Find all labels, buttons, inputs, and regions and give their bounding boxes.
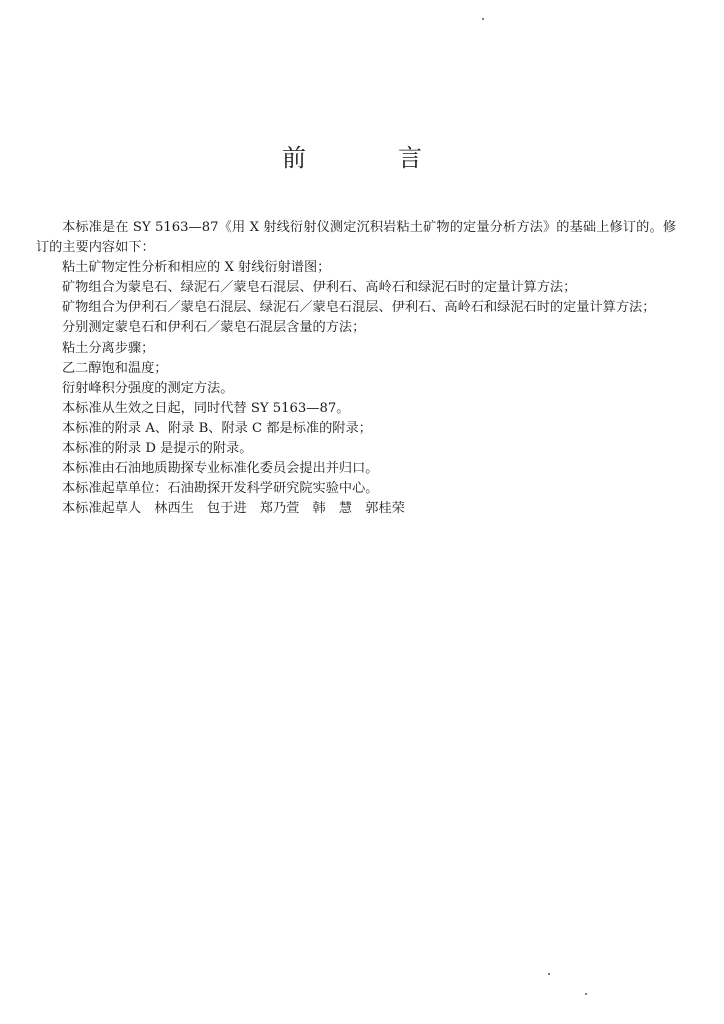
paragraph-annex-informative: 本标准的附录 D 是提示的附录。: [62, 441, 253, 457]
paragraph-proposer: 本标准由石油地质勘探专业标准化委员会提出并归口。: [62, 461, 379, 477]
paragraph-annex-normative: 本标准的附录 A、附录 B、附录 C 都是标准的附录；: [62, 420, 372, 436]
paragraph-item: 矿物组合为蒙皂石、绿泥石／蒙皂石混层、伊利石、高岭石和绿泥石时的定量计算方法；: [62, 280, 577, 296]
paragraph-item: 乙二醇饱和温度；: [62, 360, 168, 376]
paragraph-drafters: 本标准起草人 林西生 包于进 郑乃萱 韩 慧 郭桂荣: [62, 501, 405, 517]
scan-speck: [585, 993, 587, 995]
paragraph-item: 粘土矿物定性分析和相应的 X 射线衍射谱图；: [62, 260, 331, 276]
scan-speck: [548, 973, 550, 975]
foreword-body: [36, 218, 676, 519]
paragraph-replacement-note: 本标准从生效之日起，同时代替 SY 5163—87。: [62, 400, 350, 416]
page-title: [0, 140, 724, 176]
title-char-2: 言: [398, 144, 422, 172]
paragraph-item: 分别测定蒙皂石和伊利石／蒙皂石混层含量的方法；: [62, 320, 366, 336]
paragraph-item: 矿物组合为伊利石／蒙皂石混层、绿泥石／蒙皂石混层、伊利石、高岭石和绿泥石时的定量计算方法；: [62, 300, 656, 316]
title-char-1: 前: [282, 144, 306, 172]
paragraph-intro: 本标准是在 SY 5163—87《用 X 射线衍射仪测定沉积岩粘土矿物的定量分析方法》的基础上修订的。修订的主要内容如下：: [36, 220, 676, 256]
paragraph-drafting-unit: 本标准起草单位：石油勘探开发科学研究院实验中心。: [62, 481, 379, 497]
paragraph-item: 衍射峰积分强度的测定方法。: [62, 380, 234, 396]
scan-speck: [482, 18, 484, 20]
paragraph-item: 粘土分离步骤；: [62, 340, 155, 356]
